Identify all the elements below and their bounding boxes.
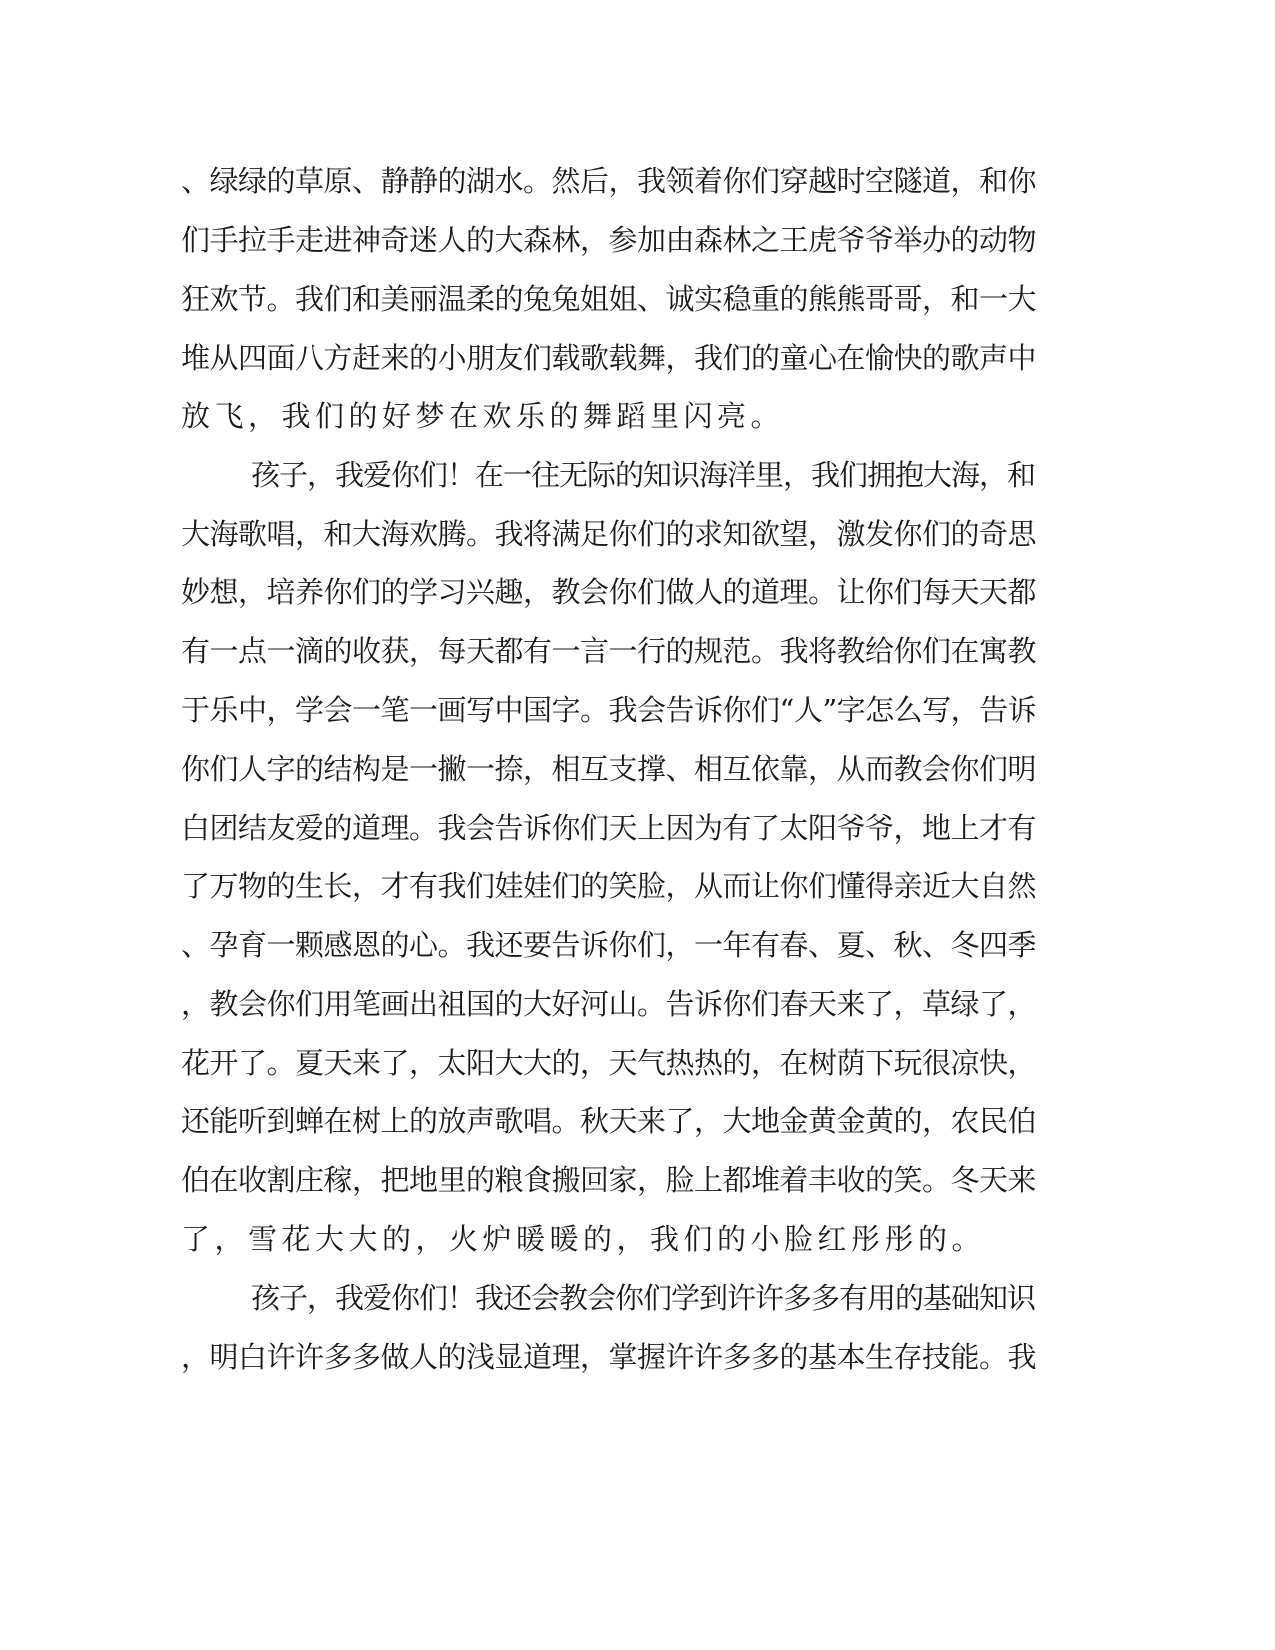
paragraph-first-line: 孩子，我爱你们！我还会教会你们学到许许多多有用的基础知识 (251, 1281, 1036, 1315)
text-line: 了万物的生长，才有我们娃娃们的笑脸，从而让你们懂得亲近大自然 (181, 869, 1037, 903)
text-line: 妙想，培养你们的学习兴趣，教会你们做人的道理。让你们每天天都 (181, 575, 1037, 609)
text-line: 放飞，我们的好梦在欢乐的舞蹈里闪亮。 (181, 399, 785, 433)
text-line: 于乐中，学会一笔一画写中国字。我会告诉你们“人”字怎么写，告诉 (181, 693, 1037, 727)
text-line: 了，雪花大大的，火炉暖暖的，我们的小脸红彤彤的。 (181, 1222, 986, 1256)
text-line: 们手拉手走进神奇迷人的大森林，参加由森林之王虎爷爷举办的动物 (181, 223, 1037, 257)
text-line: 你们人字的结构是一撇一捺，相互支撑、相互依靠，从而教会你们明 (181, 752, 1037, 786)
text-line: 大海歌唱，和大海欢腾。我将满足你们的求知欲望，激发你们的奇思 (181, 517, 1037, 551)
text-line: 、孕育一颗感恩的心。我还要告诉你们，一年有春、夏、秋、冬四季 (181, 928, 1037, 962)
text-line: 伯在收割庄稼，把地里的粮食搬回家，脸上都堆着丰收的笑。冬天来 (181, 1163, 1037, 1197)
text-line: ，明白许许多多做人的浅显道理，掌握许许多多的基本生存技能。我 (181, 1340, 1037, 1374)
text-line: 花开了。夏天来了，太阳大大的，天气热热的，在树荫下玩很凉快， (181, 1046, 1037, 1080)
text-line: 白团结友爱的道理。我会告诉你们天上因为有了太阳爷爷，地上才有 (181, 811, 1037, 845)
text-line: 堆从四面八方赶来的小朋友们载歌载舞，我们的童心在愉快的歌声中 (181, 341, 1037, 375)
text-line: ，教会你们用笔画出祖国的大好河山。告诉你们春天来了，草绿了， (181, 987, 1037, 1021)
paragraph-first-line: 孩子，我爱你们！在一往无际的知识海洋里，我们拥抱大海，和 (251, 458, 1036, 492)
text-line: 还能听到蝉在树上的放声歌唱。秋天来了，大地金黄金黄的，农民伯 (181, 1104, 1037, 1138)
text-line: 、绿绿的草原、静静的湖水。然后，我领着你们穿越时空隧道，和你 (181, 164, 1037, 198)
text-line: 狂欢节。我们和美丽温柔的兔兔姐姐、诚实稳重的熊熊哥哥，和一大 (181, 282, 1037, 316)
text-line: 有一点一滴的收获，每天都有一言一行的规范。我将教给你们在寓教 (181, 634, 1037, 668)
